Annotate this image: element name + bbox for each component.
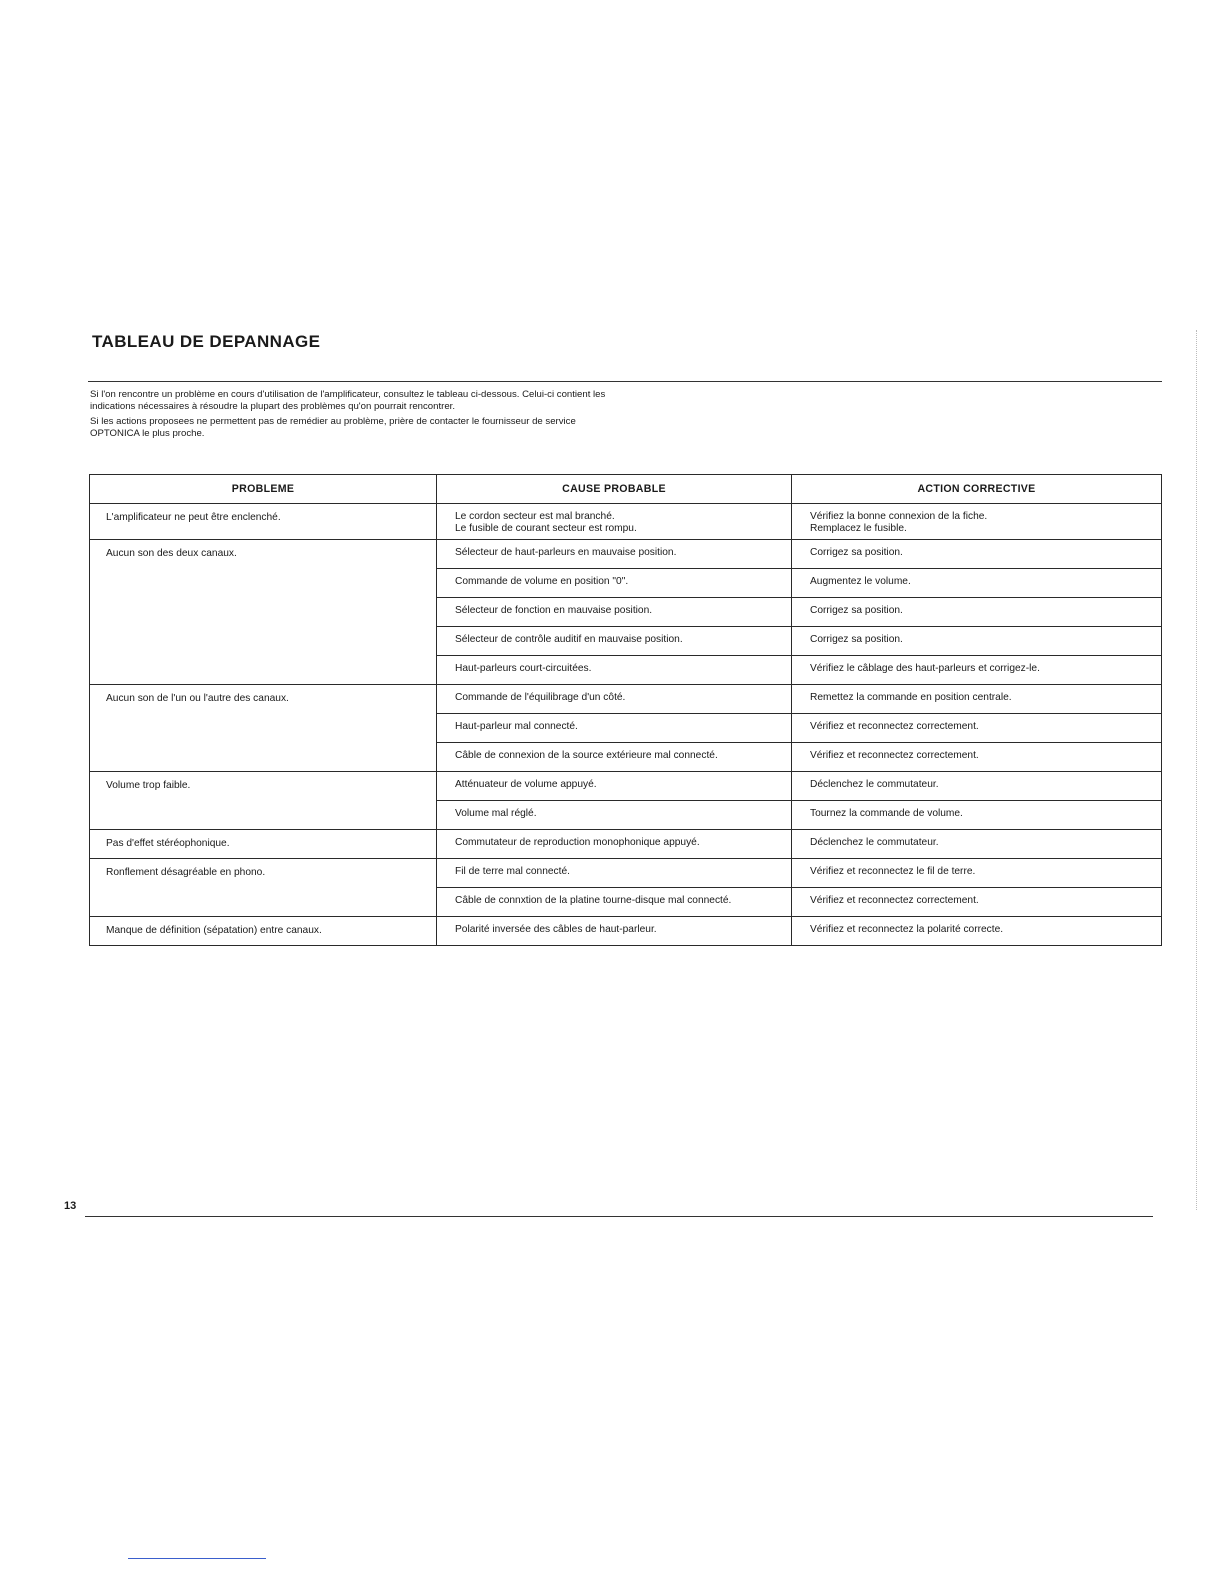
action-line: Corrigez sa position. bbox=[810, 605, 903, 616]
action-cell bbox=[792, 888, 1162, 917]
troubleshooting-table bbox=[89, 474, 1162, 946]
table-body bbox=[90, 504, 1162, 946]
cause-cell bbox=[437, 540, 792, 569]
cause-cell bbox=[437, 888, 792, 917]
scan-edge-marks bbox=[1196, 330, 1197, 1210]
cause-cell bbox=[437, 830, 792, 859]
header-problem: PROBLEME bbox=[90, 475, 437, 504]
table-row bbox=[90, 830, 1162, 859]
page-title: TABLEAU DE DEPANNAGE bbox=[92, 332, 321, 351]
action-line: Corrigez sa position. bbox=[810, 634, 903, 645]
action-cell bbox=[792, 917, 1162, 946]
action-cell bbox=[792, 714, 1162, 743]
intro-paragraph-2: Si les actions proposees ne permettent pas de remédier au problème, prière de contacter le fournisseur de service OPTONICA le plus proche. bbox=[90, 416, 576, 439]
action-line: Vérifiez et reconnectez la polarité correcte. bbox=[810, 924, 1004, 935]
cause-line: Le cordon secteur est mal branché. bbox=[455, 511, 615, 522]
cause-line: Commande de volume en position "0". bbox=[455, 576, 629, 587]
table-row bbox=[90, 540, 1162, 569]
cause-line: Câble de connxtion de la platine tourne-disque mal connecté. bbox=[455, 895, 732, 906]
action-line: Déclenchez le commutateur. bbox=[810, 779, 939, 790]
action-line: Vérifiez et reconnectez correctement. bbox=[810, 721, 979, 732]
cause-cell bbox=[437, 917, 792, 946]
action-line: Vérifiez le câblage des haut-parleurs et corrigez-le. bbox=[810, 663, 1040, 674]
header-cause: CAUSE PROBABLE bbox=[437, 475, 792, 504]
action-line: Vérifiez la bonne connexion de la fiche. bbox=[810, 511, 988, 522]
action-cell bbox=[792, 743, 1162, 772]
cause-line: Fil de terre mal connecté. bbox=[455, 866, 570, 877]
action-cell bbox=[792, 598, 1162, 627]
problem-cell: Manque de définition (sépatation) entre canaux. bbox=[90, 917, 437, 946]
cause-cell bbox=[437, 714, 792, 743]
cause-line: Haut-parleurs court-circuitées. bbox=[455, 663, 592, 674]
cause-line: Sélecteur de contrôle auditif en mauvaise position. bbox=[455, 634, 683, 645]
action-line: Tournez la commande de volume. bbox=[810, 808, 963, 819]
table-header-row bbox=[90, 475, 1162, 504]
action-line: Corrigez sa position. bbox=[810, 547, 903, 558]
action-cell bbox=[792, 801, 1162, 830]
table-row bbox=[90, 685, 1162, 714]
cause-cell bbox=[437, 569, 792, 598]
header-action: ACTION CORRECTIVE bbox=[792, 475, 1162, 504]
cause-line: Le fusible de courant secteur est rompu. bbox=[455, 523, 637, 534]
cause-line: Commande de l'équilibrage d'un côté. bbox=[455, 692, 626, 703]
action-cell bbox=[792, 859, 1162, 888]
action-cell bbox=[792, 830, 1162, 859]
action-line: Vérifiez et reconnectez correctement. bbox=[810, 895, 979, 906]
problem-cell: Aucun son de l'un ou l'autre des canaux. bbox=[90, 685, 437, 772]
title-divider bbox=[88, 381, 1162, 382]
cause-cell bbox=[437, 504, 792, 540]
cause-line: Atténuateur de volume appuyé. bbox=[455, 779, 597, 790]
problem-cell: L'amplificateur ne peut être enclenché. bbox=[90, 504, 437, 540]
action-cell bbox=[792, 656, 1162, 685]
cause-line: Sélecteur de haut-parleurs en mauvaise position. bbox=[455, 547, 677, 558]
problem-cell: Aucun son des deux canaux. bbox=[90, 540, 437, 685]
table-row bbox=[90, 504, 1162, 540]
problem-cell: Ronflement désagréable en phono. bbox=[90, 859, 437, 917]
page-number: 13 bbox=[64, 1200, 77, 1212]
action-line: Vérifiez et reconnectez le fil de terre. bbox=[810, 866, 976, 877]
cause-cell bbox=[437, 685, 792, 714]
action-line: Augmentez le volume. bbox=[810, 576, 911, 587]
footer-divider bbox=[85, 1216, 1153, 1217]
cause-line: Volume mal réglé. bbox=[455, 808, 537, 819]
action-cell bbox=[792, 540, 1162, 569]
table-row bbox=[90, 917, 1162, 946]
cause-line: Haut-parleur mal connecté. bbox=[455, 721, 578, 732]
cause-line: Commutateur de reproduction monophonique appuyé. bbox=[455, 837, 700, 848]
intro-paragraph-1: Si l'on rencontre un problème en cours d'utilisation de l'amplificateur, consultez le tableau ci-dessous. Celui-ci contient les indications nécessaires à résoudre la plupart des problèmes qu'on pourrait rencontrer. bbox=[90, 389, 606, 412]
cause-line: Polarité inversée des câbles de haut-parleur. bbox=[455, 924, 657, 935]
cause-cell bbox=[437, 598, 792, 627]
table-row bbox=[90, 859, 1162, 888]
action-cell bbox=[792, 627, 1162, 656]
action-cell bbox=[792, 504, 1162, 540]
action-line: Déclenchez le commutateur. bbox=[810, 837, 939, 848]
action-cell bbox=[792, 569, 1162, 598]
cause-cell bbox=[437, 859, 792, 888]
action-line: Vérifiez et reconnectez correctement. bbox=[810, 750, 979, 761]
cause-cell bbox=[437, 656, 792, 685]
table-row bbox=[90, 772, 1162, 801]
cause-line: Sélecteur de fonction en mauvaise position. bbox=[455, 605, 653, 616]
bottom-underline bbox=[128, 1558, 266, 1559]
action-cell bbox=[792, 685, 1162, 714]
cause-cell bbox=[437, 743, 792, 772]
cause-cell bbox=[437, 627, 792, 656]
action-line: Remettez la commande en position centrale. bbox=[810, 692, 1012, 703]
action-line: Remplacez le fusible. bbox=[810, 523, 907, 534]
problem-cell: Volume trop faible. bbox=[90, 772, 437, 830]
intro-text bbox=[90, 389, 620, 443]
cause-line: Câble de connexion de la source extérieure mal connecté. bbox=[455, 750, 718, 761]
cause-cell bbox=[437, 772, 792, 801]
action-cell bbox=[792, 772, 1162, 801]
problem-cell: Pas d'effet stéréophonique. bbox=[90, 830, 437, 859]
cause-cell bbox=[437, 801, 792, 830]
